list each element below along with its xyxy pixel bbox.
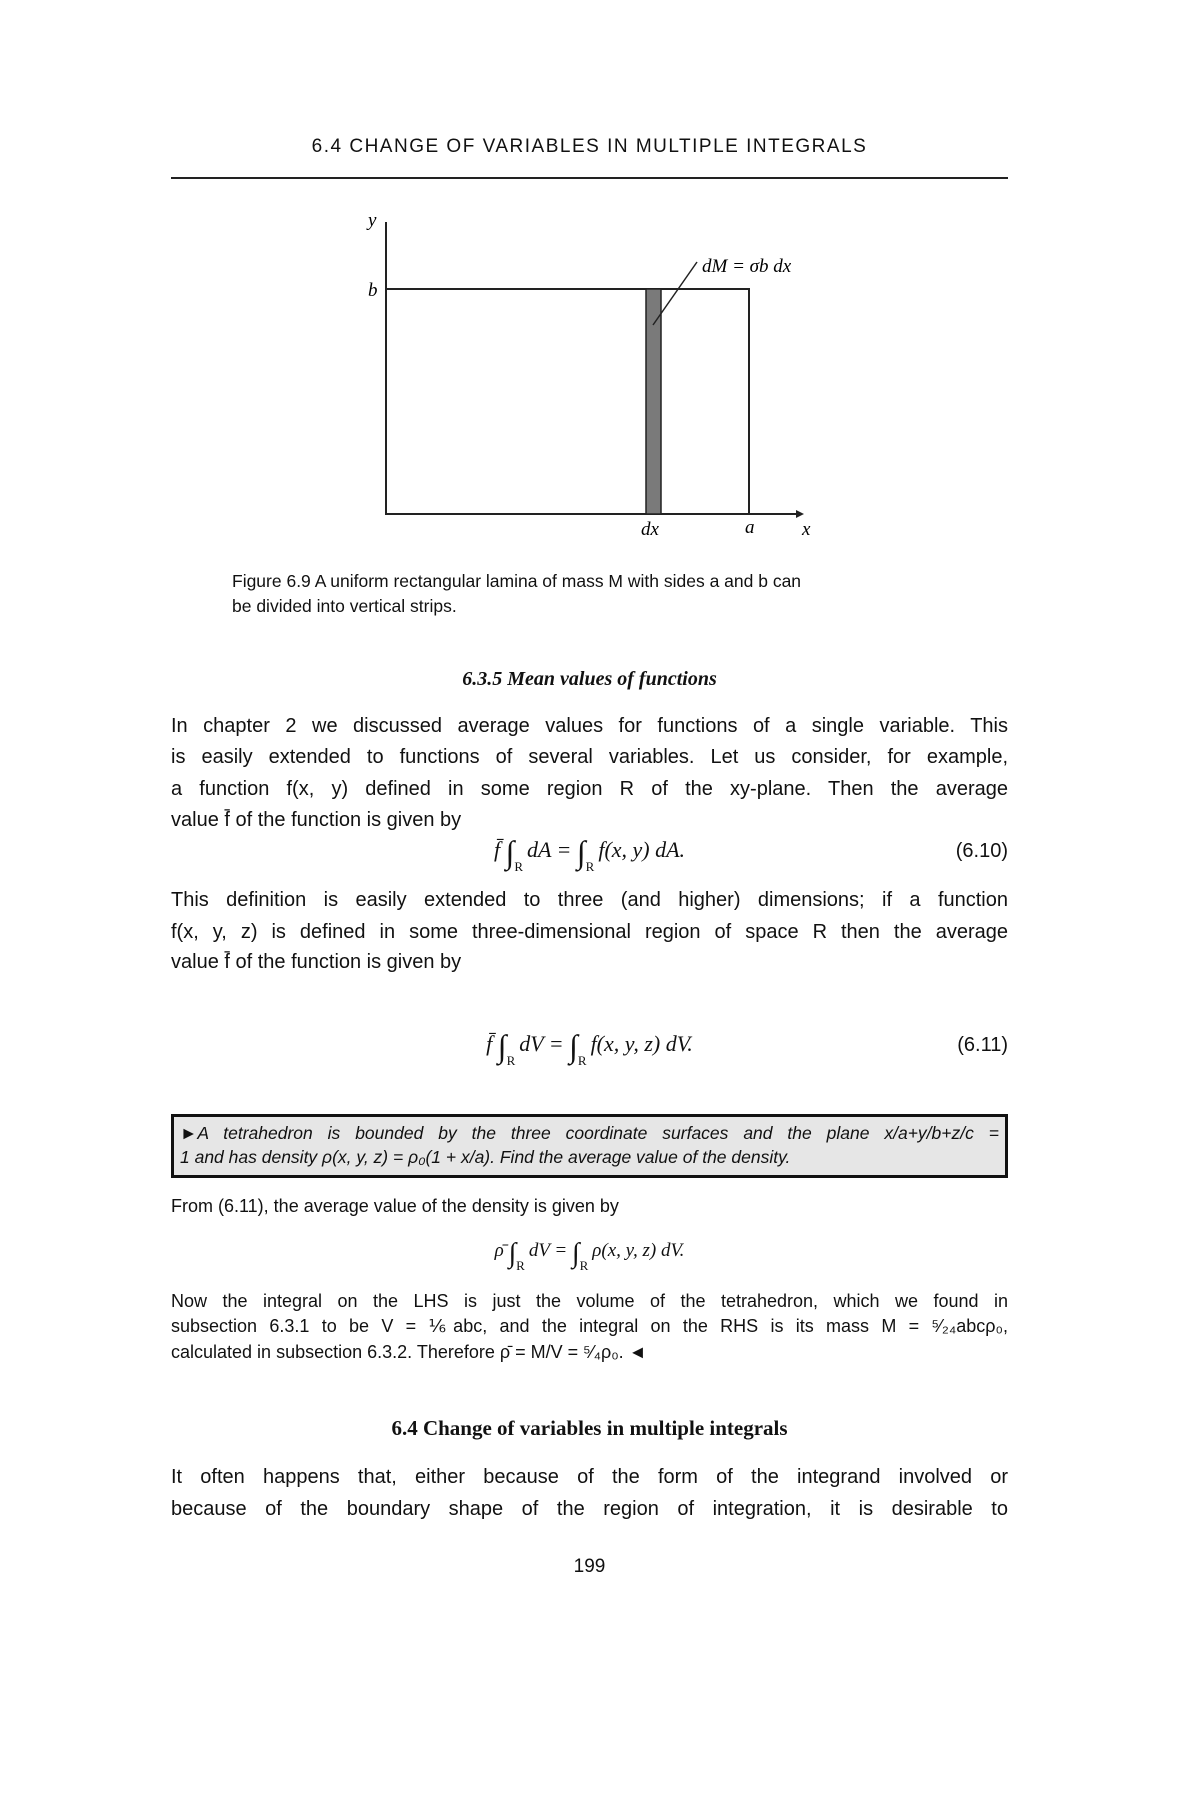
equation-density [171, 1238, 1008, 1274]
paragraph-line: is easily extended to functions of several variables. Let us consider, for example, [171, 746, 1008, 768]
a-label: a [745, 517, 755, 538]
integral-sign: ∫ [497, 1028, 507, 1064]
lamina-rectangle [386, 289, 749, 514]
example-box [171, 1114, 1008, 1178]
eq-part: dA = [527, 837, 572, 862]
eq-sub: R [585, 859, 595, 874]
section-title: 6.4 Change of variables in multiple integrals [391, 1416, 788, 1440]
integral-sign: ∫ [569, 1028, 578, 1064]
eq-sub: R [579, 1258, 589, 1273]
eq-rhs: ρ(x, y, z) dV. [592, 1240, 685, 1261]
eq-rhs: f(x, y) dA. [598, 837, 686, 862]
figure-lamina [0, 0, 1200, 580]
paragraph-line: value f̄ of the function is given by [171, 951, 462, 973]
example-line: 1 and has density ρ(x, y, z) = ρ₀(1 + x/a). Find the average value of the density. [180, 1147, 791, 1167]
y-axis-label: y [368, 210, 377, 231]
running-head: 6.4 CHANGE OF VARIABLES IN MULTIPLE INTEGRALS [311, 136, 868, 157]
integral-sign: ∫ [505, 834, 515, 870]
eq-sub: R [577, 1053, 587, 1068]
b-label: b [368, 280, 378, 301]
paragraph-line: This definition is easily extended to three (and higher) dimensions; if a function [171, 889, 1008, 911]
eq-lhs: f̄ [493, 837, 501, 862]
x-axis-arrow [796, 510, 804, 518]
paragraph-line: calculated in subsection 6.3.2. Therefore ρ̄ = M/V = ⁵⁄₄ρ₀. ◄ [171, 1342, 647, 1362]
paragraph-line: Now the integral on the LHS is just the volume of the tetrahedron, which we found in [171, 1291, 1008, 1311]
page-number: 199 [573, 1556, 606, 1577]
paragraph-line: value f̄ of the function is given by [171, 809, 462, 831]
dx-label: dx [641, 519, 659, 540]
equation-number: (6.11) [957, 1034, 1008, 1056]
equation-6-11 [171, 1028, 1008, 1069]
equation-6-10 [171, 834, 1008, 875]
paragraph-line: subsection 6.3.1 to be V = ⅙abc, and the integral on the RHS is its mass M = ⁵⁄₂₄abcρ₀, [171, 1316, 1008, 1336]
figure-caption-line: be divided into vertical strips. [232, 596, 457, 616]
eq-sub: R [516, 1258, 525, 1273]
integral-sign: ∫ [571, 1238, 580, 1269]
integral-sign: ∫ [508, 1238, 517, 1269]
vertical-strip [646, 289, 661, 514]
subsection-title: 6.3.5 Mean values of functions [462, 668, 717, 690]
x-axis-label: x [802, 519, 811, 540]
integral-sign: ∫ [576, 834, 586, 870]
figure-caption-line: Figure 6.9 A uniform rectangular lamina of mass M with sides a and b can [232, 571, 802, 591]
strip-label: dM = σb dx [702, 256, 792, 277]
example-line: ►A tetrahedron is bounded by the three coordinate surfaces and the plane x/a+y/b+z/c = [180, 1123, 999, 1143]
eq-lhs: ρ̄ [494, 1240, 504, 1261]
paragraph-line: In chapter 2 we discussed average values for functions of a single variable. This [171, 715, 1008, 737]
paragraph-line: It often happens that, either because of the form of the integrand involved or [171, 1466, 1008, 1488]
eq-rhs: f(x, y, z) dV. [590, 1031, 693, 1056]
eq-part: dV = [528, 1240, 568, 1261]
paragraph-line: a function f(x, y) defined in some region R of the xy-plane. Then the average [171, 778, 1008, 800]
eq-part: dV = [519, 1031, 564, 1056]
paragraph-line: because of the boundary shape of the region of integration, it is desirable to [171, 1498, 1008, 1520]
equation-number: (6.10) [955, 840, 1008, 862]
paragraph-line: f(x, y, z) is defined in some three-dimensional region of space R then the average [171, 921, 1008, 943]
eq-sub: R [514, 859, 523, 874]
eq-lhs: f̄ [486, 1031, 493, 1056]
paragraph-line: From (6.11), the average value of the density is given by [171, 1196, 619, 1216]
eq-sub: R [506, 1053, 516, 1068]
